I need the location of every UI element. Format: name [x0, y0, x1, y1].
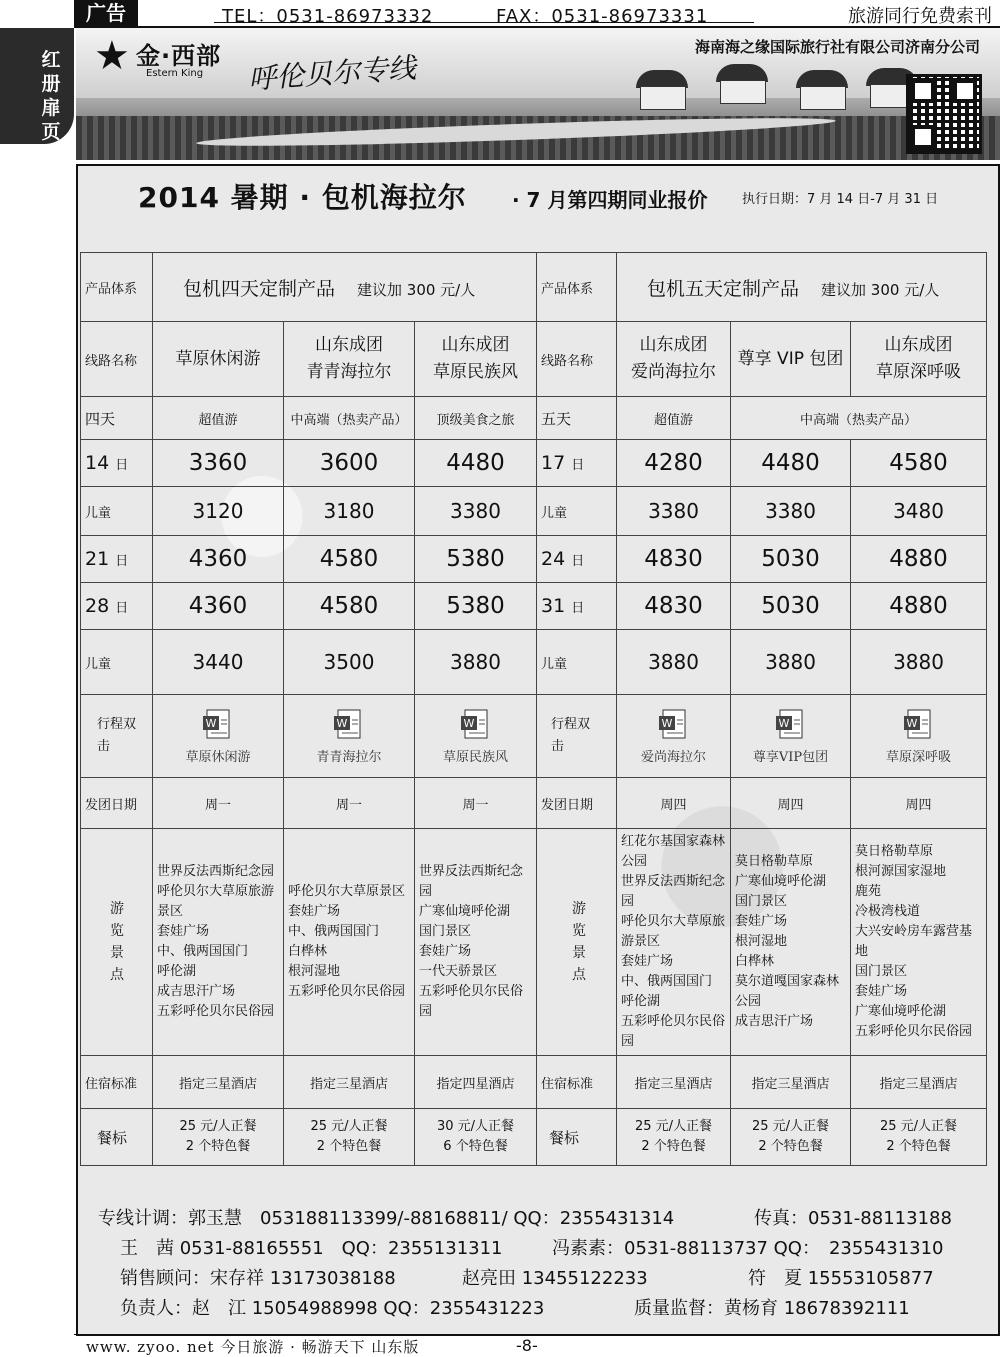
product-5day: [617, 253, 987, 322]
label-child: 儿童: [537, 630, 617, 695]
page-subtitle: · 7 月第四期同业报价: [512, 188, 708, 212]
label-child: 儿童: [81, 630, 153, 695]
label-itinerary-text: 行程双击: [551, 717, 591, 754]
contact-line: 专线计调：郭玉慧 053188113399/-88168811/ QQ：2355431314: [98, 1208, 675, 1229]
itinerary-doc-label: 青青海拉尔: [316, 749, 382, 765]
contact-fax: 传真：0531-88113188: [754, 1208, 952, 1229]
itinerary-doc[interactable]: [851, 695, 987, 778]
banner: [76, 28, 1000, 160]
date-label: [81, 440, 153, 487]
price: 4580: [851, 440, 987, 487]
child-price: 3880: [851, 630, 987, 695]
svg-text:W: W: [906, 716, 917, 730]
price: 5030: [731, 536, 851, 583]
hotel-standard: 指定四星酒店: [415, 1056, 537, 1109]
label-line: 线路名称: [537, 322, 617, 397]
itinerary-doc-label: 尊享VIP包团: [752, 749, 829, 765]
price: 3600: [284, 440, 415, 487]
meal-standard: 25 元/人正餐 2 个特色餐: [284, 1109, 415, 1166]
depart-day: 周四: [731, 778, 851, 829]
label-itinerary: [537, 695, 617, 778]
child-price: 3500: [284, 630, 415, 695]
tier: 中高端（热卖产品）: [284, 397, 415, 440]
banner-slogan: 呼伦贝尔专线: [247, 51, 418, 96]
meal-standard: 30 元/人正餐 6 个特色餐: [415, 1109, 537, 1166]
price: 4480: [731, 440, 851, 487]
price: 4360: [153, 536, 284, 583]
star-icon: ★: [94, 33, 130, 79]
label-sights-text: 游览景点: [110, 901, 124, 983]
price: 4880: [851, 536, 987, 583]
qr-code[interactable]: [906, 74, 982, 154]
word-doc-icon: [774, 708, 808, 742]
price: 4830: [617, 583, 731, 630]
itinerary-doc[interactable]: [617, 695, 731, 778]
price: 4360: [153, 583, 284, 630]
brand-name: 金·西部: [136, 42, 222, 70]
date-label: [537, 440, 617, 487]
itinerary-doc[interactable]: [153, 695, 284, 778]
word-doc-icon: [332, 708, 366, 742]
product-suggest: 建议加 300 元/人: [357, 280, 476, 299]
contact-line: 销售顾问：宋存祥 13173038188: [120, 1268, 396, 1289]
product-name: 包机五天定制产品: [647, 277, 800, 300]
svg-text:W: W: [661, 716, 672, 730]
fax-number: FAX：0531-86973331: [496, 6, 709, 27]
headline: [78, 166, 998, 246]
sights-list: 世界反法西斯纪念园 呼伦贝尔大草原旅游景区 套娃广场 中、俄两国国门 呼伦湖 成吉思汗广场 五彩呼伦贝尔民俗园: [153, 829, 284, 1056]
depart-day: 周一: [153, 778, 284, 829]
price: 3360: [153, 440, 284, 487]
depart-day: 周一: [415, 778, 537, 829]
price-table: [80, 252, 987, 1166]
itinerary-doc-label: 草原民族风: [443, 749, 509, 765]
footer-site[interactable]: www. zyoo. net 今日旅游 · 畅游天下 山东版: [86, 1338, 420, 1356]
sights-list: 世界反法西斯纪念园 广寒仙境呼伦湖 国门景区 套娃广场 一代天骄景区 五彩呼伦贝尔民俗园: [415, 829, 537, 1056]
ad-tag: 广告: [74, 0, 138, 26]
line-name: 山东成团 青青海拉尔: [284, 322, 415, 397]
child-price: 3380: [617, 487, 731, 536]
itinerary-doc-label: 草原休闲游: [185, 749, 251, 765]
yurt-icon: [636, 70, 688, 108]
label-hotel: 住宿标准: [81, 1056, 153, 1109]
date-day: 17: [541, 452, 566, 474]
label-product: 产品体系: [537, 253, 617, 322]
label-sights: [81, 829, 153, 1056]
word-doc-icon: [201, 708, 235, 742]
yurt-icon: [716, 64, 768, 102]
contact-line: 王 茜 0531-88165551 QQ：2355131311: [120, 1238, 503, 1259]
line-name: 山东成团 草原深呼吸: [851, 322, 987, 397]
product-4day: [153, 253, 537, 322]
label-meal: 餐标: [81, 1109, 153, 1166]
label-itinerary-text: 行程双击: [97, 717, 137, 754]
hotel-standard: 指定三星酒店: [731, 1056, 851, 1109]
date-day: 14: [85, 452, 110, 474]
side-tab: [0, 28, 74, 144]
price: 4580: [284, 536, 415, 583]
child-price: 3880: [415, 630, 537, 695]
label-sights-text: 游览景点: [572, 901, 587, 983]
day-suffix: 日: [115, 458, 129, 473]
svg-text:W: W: [463, 716, 474, 730]
line-name: 尊享 VIP 包团: [731, 322, 851, 397]
price: 5380: [415, 536, 537, 583]
tier: 超值游: [153, 397, 284, 440]
depart-day: 周一: [284, 778, 415, 829]
sights-list: 呼伦贝尔大草原景区 套娃广场 中、俄两国国门 白桦林 根河湿地 五彩呼伦贝尔民俗园: [284, 829, 415, 1056]
child-price: 3120: [153, 487, 284, 536]
itinerary-doc[interactable]: [731, 695, 851, 778]
line-name: 草原休闲游: [153, 322, 284, 397]
svg-text:W: W: [205, 716, 217, 730]
price: 4280: [617, 440, 731, 487]
child-price: 3440: [153, 630, 284, 695]
date-label: [537, 536, 617, 583]
date-day: 31: [541, 595, 566, 617]
tel-number: TEL：0531-86973332: [222, 6, 434, 27]
sights-list: 莫日格勒草原 广寒仙境呼伦湖 国门景区 套娃广场 根河湿地 白桦林 莫尔道嘎国家森林公园 成吉思汗广场: [731, 829, 851, 1056]
label-itinerary: [81, 695, 153, 778]
itinerary-doc-label: 草原深呼吸: [886, 749, 952, 765]
tier: 顶级美食之旅: [415, 397, 537, 440]
child-price: 3180: [284, 487, 415, 536]
hotel-standard: 指定三星酒店: [617, 1056, 731, 1109]
itinerary-doc-label: 爱尚海拉尔: [641, 749, 707, 765]
yurt-icon: [796, 70, 848, 108]
label-child: 儿童: [81, 487, 153, 536]
price: 4880: [851, 583, 987, 630]
line-name: 山东成团 爱尚海拉尔: [617, 322, 731, 397]
contact-line: 负责人：赵 江 15054988998 QQ：2355431223: [120, 1298, 545, 1319]
top-bar: [74, 0, 1000, 28]
contact-line: 符 夏 15553105877: [748, 1268, 934, 1289]
day-suffix: 日: [571, 554, 585, 569]
label-hotel: 住宿标准: [537, 1056, 617, 1109]
date-day: 24: [541, 548, 566, 570]
contact-line: 冯素素：0531-88113737 QQ： 2355431310: [552, 1238, 944, 1259]
depart-day: 周四: [617, 778, 731, 829]
label-sights: [537, 829, 617, 1056]
itinerary-doc[interactable]: [415, 695, 537, 778]
depart-day: 周四: [851, 778, 987, 829]
day-suffix: 日: [115, 554, 129, 569]
date-day: 21: [85, 548, 110, 570]
publication-name: 旅游同行免费索刊: [848, 6, 992, 27]
date-label: [537, 583, 617, 630]
line-name: 山东成团 草原民族风: [415, 322, 537, 397]
execution-date: 执行日期：7 月 14 日-7 月 31 日: [742, 192, 939, 207]
day-suffix: 日: [571, 601, 585, 616]
day-suffix: 日: [571, 458, 585, 473]
label-depart: 发团日期: [81, 778, 153, 829]
meal-standard: 25 元/人正餐 2 个特色餐: [731, 1109, 851, 1166]
price: 4830: [617, 536, 731, 583]
tier: 中高端（热卖产品）: [731, 397, 987, 440]
meal-standard: 25 元/人正餐 2 个特色餐: [617, 1109, 731, 1166]
hotel-standard: 指定三星酒店: [851, 1056, 987, 1109]
child-price: 3380: [731, 487, 851, 536]
footer: [74, 1334, 1000, 1355]
hotel-standard: 指定三星酒店: [284, 1056, 415, 1109]
contact-line: 赵亮田 13455122233: [462, 1268, 648, 1289]
date-day: 28: [85, 595, 110, 617]
duration: 四天: [81, 397, 153, 440]
date-label: [81, 583, 153, 630]
brand-logo: [94, 34, 244, 82]
tier: 超值游: [617, 397, 731, 440]
word-doc-icon: [657, 708, 691, 742]
price: 4580: [284, 583, 415, 630]
word-doc-icon: [459, 708, 493, 742]
sights-list: 莫日格勒草原 根河源国家湿地 鹿苑 冷极湾栈道 大兴安岭房车露营基地 国门景区 套娃广场 广寒仙境呼伦湖 五彩呼伦贝尔民俗园: [851, 829, 987, 1056]
label-line: 线路名称: [81, 322, 153, 397]
brand-name-en: Estern King: [146, 68, 204, 79]
child-price: 3380: [415, 487, 537, 536]
page-title: 2014 暑期 · 包机海拉尔: [138, 181, 467, 214]
svg-text:W: W: [778, 716, 789, 730]
label-depart: 发团日期: [537, 778, 617, 829]
hotel-standard: 指定三星酒店: [153, 1056, 284, 1109]
label-child: 儿童: [537, 487, 617, 536]
product-name: 包机四天定制产品: [183, 277, 336, 300]
page-number: -8-: [516, 1336, 538, 1355]
price: 5380: [415, 583, 537, 630]
company-name: 海南海之缘国际旅行社有限公司济南分公司: [694, 38, 980, 56]
price: 5030: [731, 583, 851, 630]
day-suffix: 日: [115, 601, 129, 616]
child-price: 3880: [617, 630, 731, 695]
label-meal: 餐标: [537, 1109, 617, 1166]
duration: 五天: [537, 397, 617, 440]
date-label: [81, 536, 153, 583]
sights-list: 红花尔基国家森林公园 世界反法西斯纪念园 呼伦贝尔大草原旅游景区 套娃广场 中、俄两国国门 呼伦湖 五彩呼伦贝尔民俗园: [617, 829, 731, 1056]
meal-standard: 25 元/人正餐 2 个特色餐: [153, 1109, 284, 1166]
itinerary-doc[interactable]: [284, 695, 415, 778]
child-price: 3480: [851, 487, 987, 536]
label-product: 产品体系: [81, 253, 153, 322]
meal-standard: 25 元/人正餐 2 个特色餐: [851, 1109, 987, 1166]
word-doc-icon: [902, 708, 936, 742]
svg-text:W: W: [336, 716, 348, 730]
side-tab-label: 红册扉页: [41, 49, 61, 143]
product-suggest: 建议加 300 元/人: [821, 280, 940, 299]
contact-line: 质量监督：黄杨育 18678392111: [634, 1298, 910, 1319]
divider: [214, 22, 754, 23]
child-price: 3880: [731, 630, 851, 695]
price: 4480: [415, 440, 537, 487]
